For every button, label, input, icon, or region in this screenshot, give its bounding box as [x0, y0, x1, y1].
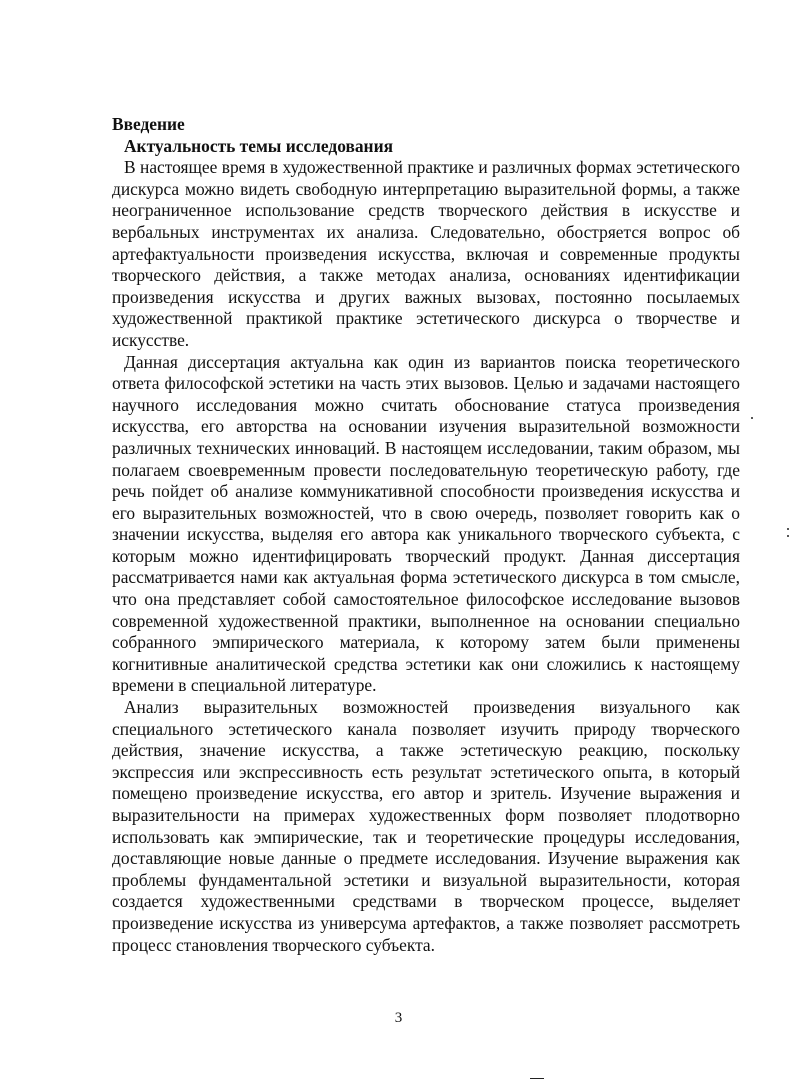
subsection-title: Актуальность темы исследования [124, 135, 394, 156]
scan-speck [751, 417, 753, 419]
scan-speck [530, 1078, 544, 1079]
page-number: 3 [394, 1010, 403, 1026]
page-content [112, 114, 740, 956]
scan-speck [787, 528, 789, 530]
paragraph-1: В настоящее время в художественной практике и различных формах эстетического дискурса можно видеть свободную интерпретацию выразительной формы, а также неограниченное использование средств творческого действия в искусстве и вербальных инструментах их анализа. Следовательно, обостряется вопрос об артефактуальности произведения искусства, включая и современные продукты творческого действия, а также методах анализа, основаниях идентификации произведения искусства и других важных вызовах, постоянно посылаемых художественной практикой практике эстетического дискурса о творчестве и искусстве. [112, 157, 740, 350]
paragraph-3: Анализ выразительных возможностей произведения визуального как специального эстетического канала позволяет изучить природу творческого действия, значение искусства, а также эстетическую реакцию, поскольку экспрессия или экспрессивность есть результат эстетического опыта, в который помещено произведение искусства, его автор и зритель. Изучение выражения и выразительности на примерах художественных форм позволяет плодотворно использовать как эмпирические, так и теоретические процедуры исследования, доставляющие новые данные о предмете исследования. Изучение выражения как проблемы фундаментальной эстетики и визуальной выразительности, которая создается художественными средствами в творческом процессе, выделяет произведение искусства из универсума артефактов, а также позволяет рассмотреть процесс становления творческого субъекта. [112, 697, 740, 955]
scan-speck [787, 535, 789, 537]
paragraph-2: Данная диссертация актуальна как один из вариантов поиска теоретического ответа философской эстетики на часть этих вызовов. Целью и задачами настоящего научного исследования можно считать обоснование статуса произведения искусства, его авторства на основании изучения выразительной возможности различных технических инноваций. В настоящем исследовании, таким образом, мы полагаем своевременным провести последовательную теоретическую работу, где речь пойдет об анализе коммуникативной способности произведения искусства и его выразительных возможностей, что в свою очередь, позволяет говорить как о значении искусства, выделяя его автора как уникального творческого субъекта, с которым можно идентифицировать творческий продукт. Данная диссертация рассматривается нами как актуальная форма эстетического дискурса в том смысле, что она представляет собой самостоятельное философское исследование вызовов современной художественной практики, выполненное на основании специально собранного эмпирического материала, к которому затем были применены когнитивные аналитической средства эстетики как они сложились к настоящему времени в специальной литературе. [112, 351, 740, 696]
section-title: Введение [112, 114, 185, 134]
